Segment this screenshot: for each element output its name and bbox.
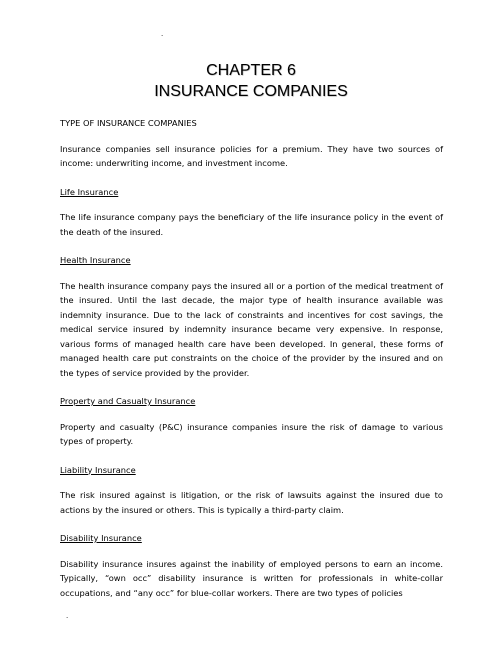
- page-mark-bottom: .: [66, 612, 69, 620]
- intro-paragraph: Insurance companies sell insurance policies for a premium. They have two sources of income: underwriting income, and investment income.: [60, 143, 443, 168]
- paragraph-disability-insurance: Disability insurance insures against the inability of employed persons to earn an income. Typically, “own occ” disability insurance is written for professionals in white-collar occupations, and “any occ” for blue-collar workers. There are two types of policies: [60, 558, 443, 598]
- chapter-title: INSURANCE COMPANIES: [154, 83, 348, 100]
- heading-life-insurance: Life Insurance: [60, 186, 119, 197]
- paragraph-health-insurance: The health insurance company pays the insured all or a portion of the medical treatment of the insured. Until the last decade, the major type of health insurance available was indemnity insurance. Due to the lack of constraints and incentives for cost savings, the medical service insured by indemnity insurance became very expensive. In response, various forms of managed health care have been developed. In general, these forms of managed health care put constraints on the choice of the provider by the insured and on the types of service provided by the provider.: [60, 280, 443, 378]
- chapter-number: CHAPTER 6: [206, 62, 296, 79]
- heading-property-casualty-insurance: Property and Casualty Insurance: [60, 396, 196, 406]
- heading-health-insurance: Health Insurance: [60, 255, 131, 265]
- page-mark-top: .: [161, 30, 164, 38]
- paragraph-liability-insurance: The risk insured against is litigation, or the risk of lawsuits against the insured due to actions by the insured or others. This is typically a third-party claim.: [60, 490, 443, 515]
- heading-liability-insurance: Liability Insurance: [60, 464, 136, 475]
- paragraph-property-casualty-insurance: Property and casualty (P&C) insurance companies insure the risk of damage to various types of property.: [60, 421, 443, 446]
- page-body: [60, 116, 443, 600]
- section-title: TYPE OF INSURANCE COMPANIES: [60, 118, 197, 128]
- heading-disability-insurance: Disability Insurance: [60, 533, 142, 543]
- paragraph-life-insurance: The life insurance company pays the beneficiary of the life insurance policy in the event of the death of the insured.: [60, 212, 443, 237]
